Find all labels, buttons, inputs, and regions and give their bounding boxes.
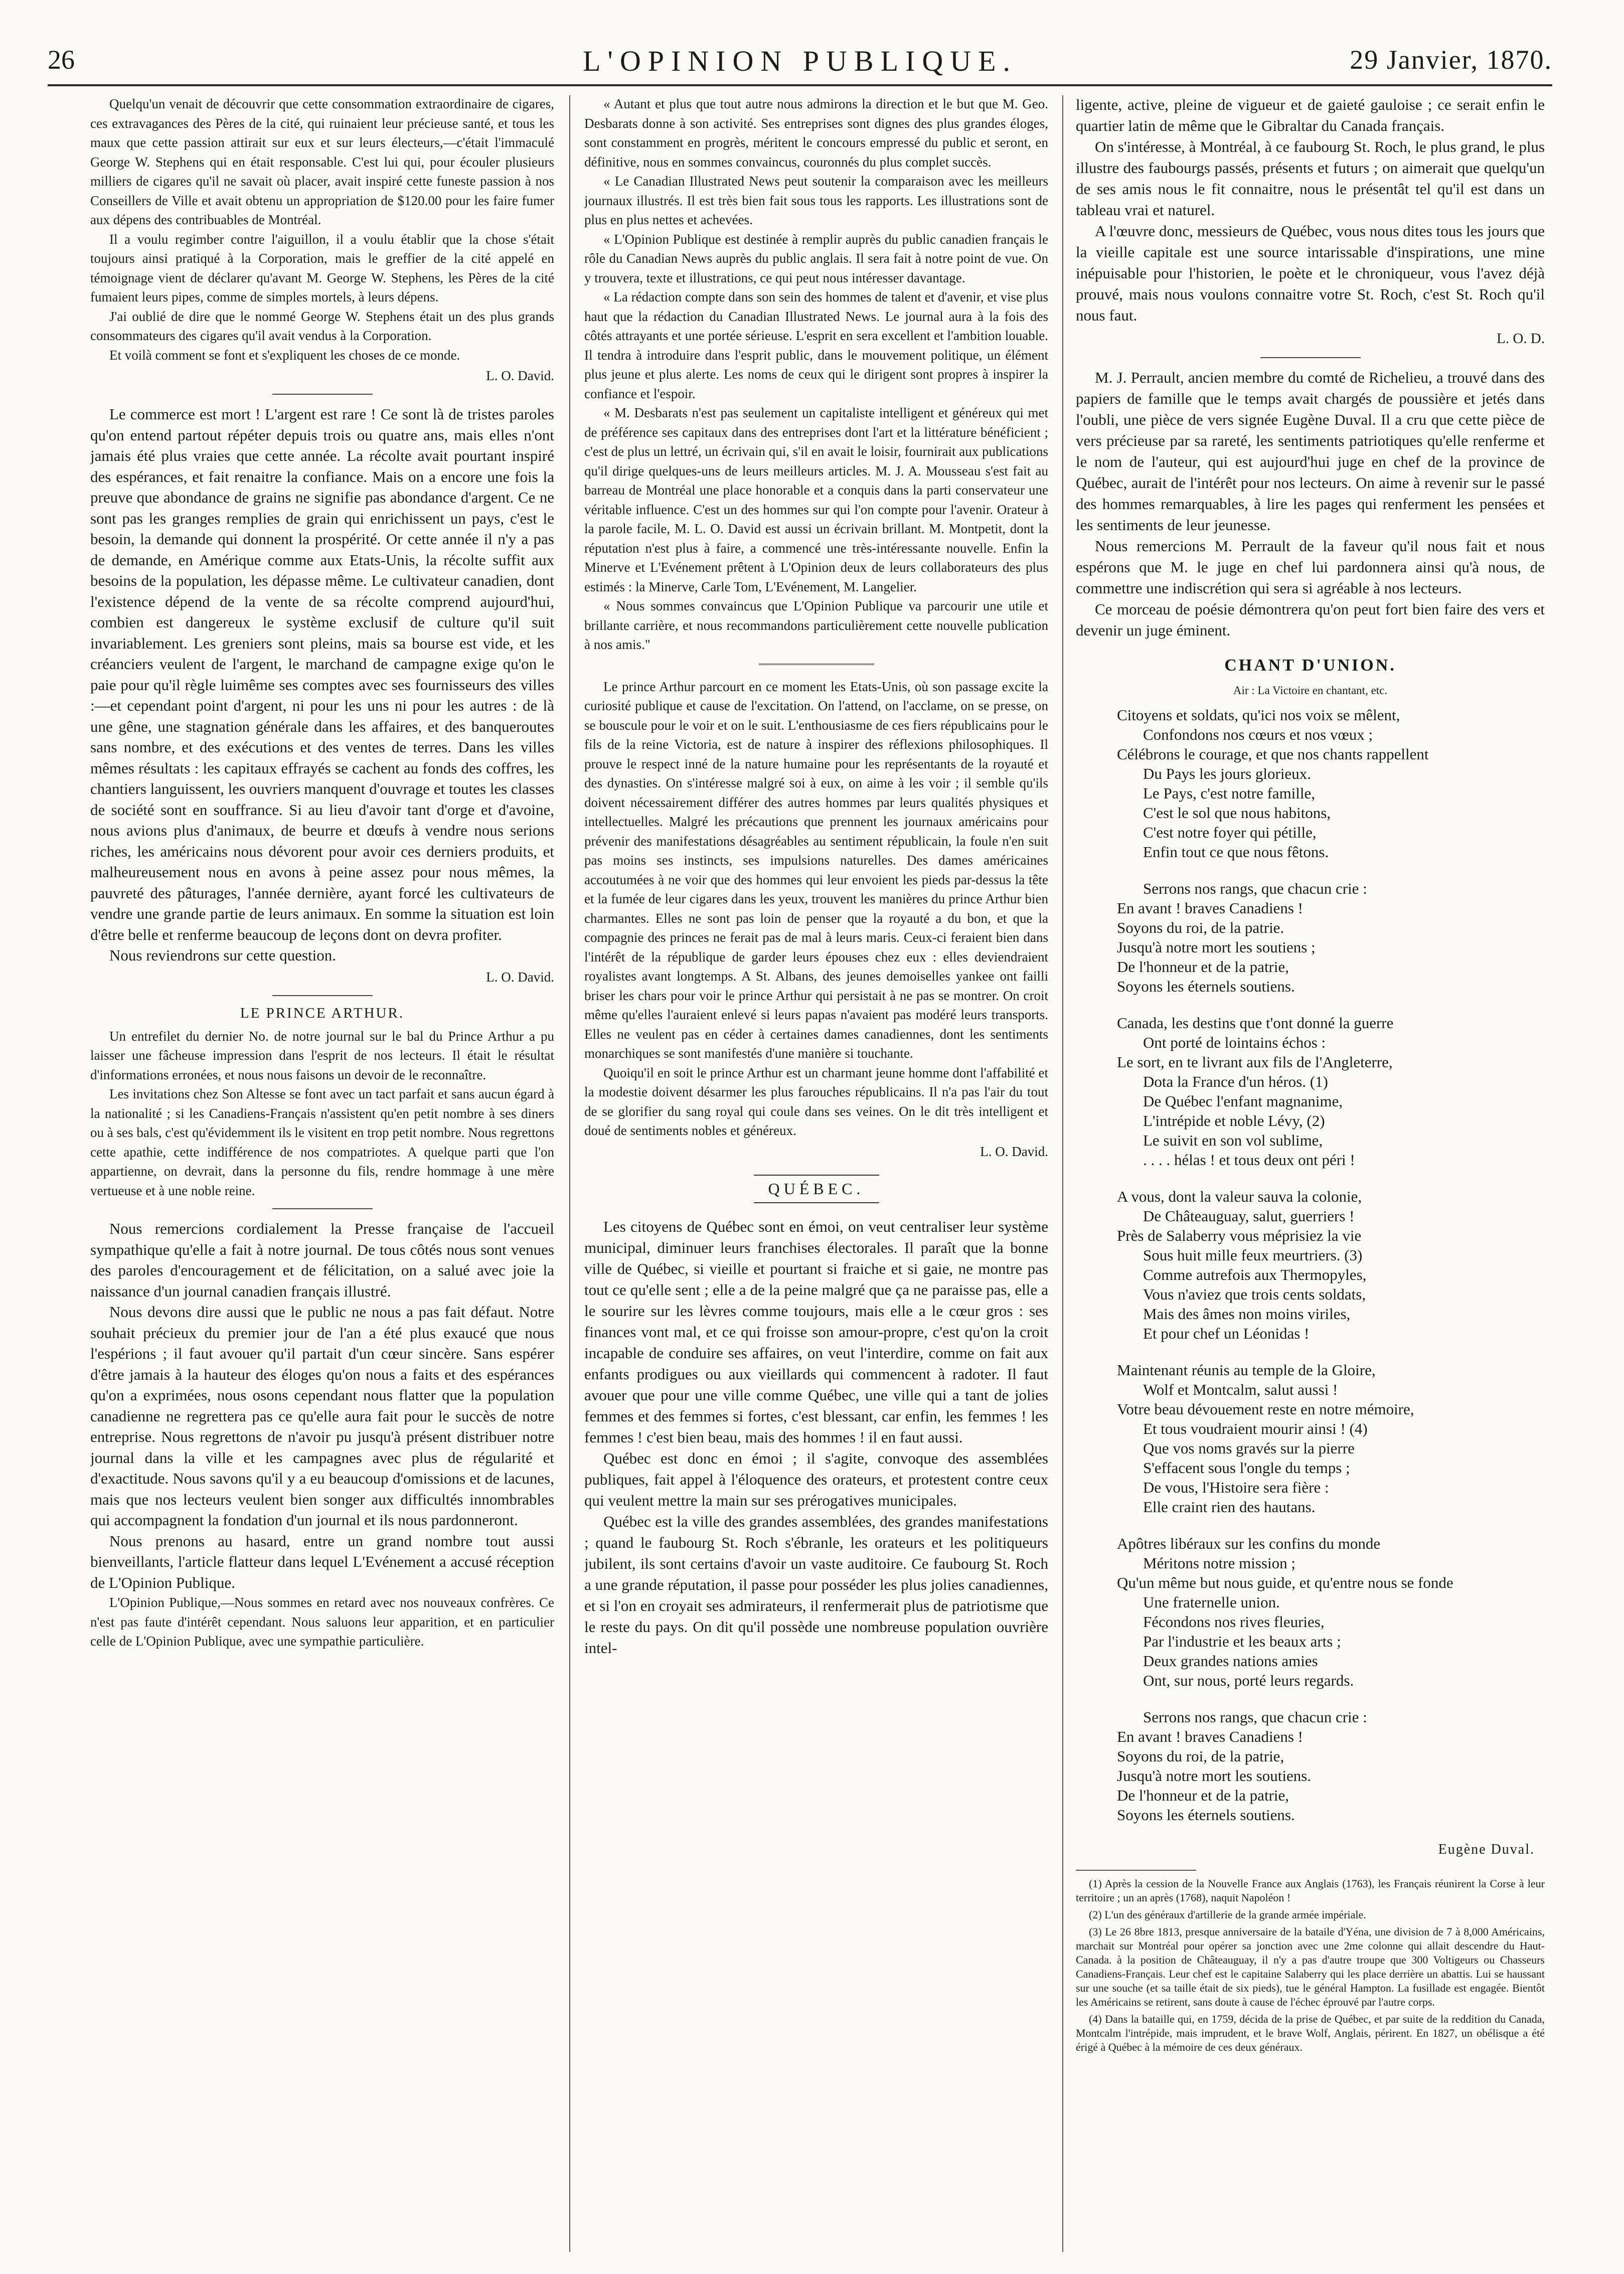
- verse-line: Méritons notre mission ;: [1143, 1554, 1295, 1572]
- separator-rule: [272, 1208, 373, 1209]
- verse-line: En avant ! braves Canadiens !: [1117, 899, 1304, 917]
- verse-line: De vous, l'Histoire sera fière :: [1143, 1479, 1329, 1496]
- article-paragraph: Le commerce est mort ! L'argent est rare ! Ce sont là de tristes paroles qu'on entend partout répéter depuis trois ou quatre ans, mais elles n'ont jamais été plus vraies que cette année. La récolte avait pourtant inspiré des espérances, et fait renaitre la confiance. Mais on a encore une fois la preuve que abondance de grains ne signifie pas abondance d'argent. Ce ne sont pas les granges remplies de grain qui enrichissent un pays, c'est le besoin, la demande qui donnent la prospérité. Or cette année il n'y a pas de demande, en Amérique comme aux Etats-Unis, la récolte suffit aux besoins de la population, les dépasse même. Le cultivateur canadien, dont l'existence dépend de la vente de sa récolte comprend aujourd'hui, combien est dangereux le système exclusif de culture qu'il suit invariablement. Les greniers sont pleins, mais sa bourse est vide, et les créanciers veulent de l'argent, le marchand de campagne exige qu'on le paie pour qu'il règle luimême ses comptes avec ses fournisseurs des villes :—et cependant point d'argent, ni pour les uns ni pour les autres : de là une gêne, une stagnation générale dans les affaires, et des banqueroutes sans nombre, et des exécutions et des ventes de terres. Dans les villes mêmes résultats : les capitaux effrayés se cachent au fonds des coffres, les chantiers languissent, les ouvriers manquent d'ouvrage et toutes les classes de société sont en souffrance. Si au lieu d'avoir tant d'orge et d'avoine, nous avions plus d'animaux, de beurre et dœufs à vendre nous serions riches, les américains nous dévorent pour avoir ces derniers produits, et malheureusement nous en avons à peine assez pour nous mêmes, la pauvreté des pâturages, l'année dernière, ayant forcé les cultivateurs de vendre une grande partie de leurs animaux. En somme la situation est loin d'être belle et renferme beaucoup de leçons dont on devra profiter.: [90, 405, 554, 943]
- quoted-paragraph: « L'Opinion Publique est destinée à remplir auprès du public canadien français le rôle du Canadian News auprès du public anglais. Il sera fait à notre point de vue. On y trouvera, texte et illustrations, ce qui peut nous intéresser davantage.: [584, 231, 1048, 285]
- verse-line: Dota la France d'un héros. (1): [1143, 1073, 1328, 1090]
- verse-line: A vous, dont la valeur sauva la colonie,: [1117, 1188, 1362, 1205]
- separator-rule: [272, 995, 373, 996]
- verse-line: Enfin tout ce que nous fêtons.: [1143, 843, 1329, 861]
- article-paragraph: Il a voulu regimber contre l'aiguillon, il a voulu établir que la chose s'était toujours ainsi pratiqué à la Corporation, mais le greffier de la cité appelé en témoignage vient de déclarer qu'avant M. George W. Stephens, les Pères de la cité fumaient leurs pipes, comme de simples mortels, à leurs dépens.: [90, 231, 554, 304]
- poem-stanza: [1117, 879, 1545, 996]
- column-divider: [1062, 95, 1063, 2252]
- verse-line: Confondons nos cœurs et nos vœux ;: [1143, 726, 1373, 743]
- verse-line: C'est le sol que nous habitons,: [1143, 804, 1331, 822]
- verse-line: Célébrons le courage, et que nos chants rappellent: [1117, 745, 1429, 763]
- separator-rule: [759, 664, 874, 666]
- verse-line: Et pour chef un Léonidas !: [1143, 1325, 1310, 1342]
- footnote: (2) L'un des généraux d'artillerie de la grande armée impériale.: [1089, 1908, 1366, 1921]
- verse-line: Maintenant réunis au temple de la Gloire,: [1117, 1361, 1376, 1379]
- verse-line: S'effacent sous l'ongle du temps ;: [1143, 1459, 1350, 1477]
- verse-line: . . . . hélas ! et tous deux ont péri !: [1143, 1151, 1355, 1169]
- article-paragraph: Québec est donc en émoi ; il s'agite, convoque des assemblées publiques, fait appel à l'éloquence des orateurs, et protestent contre ceux qui veulent mettre la main sur ses prérogatives municipales.: [584, 1449, 1048, 1509]
- quoted-paragraph: « Autant et plus que tout autre nous admirons la direction et le but que M. Geo. Desbarats donne à son activité. Ses entreprises sont dignes des plus grandes éloges, sont constamment en progrès, méritent le concours empressé du public et seront, en définitive, nous en sommes convaincus, couronnés du plus complet succès.: [584, 96, 1048, 170]
- verse-line: Du Pays les jours glorieux.: [1143, 765, 1311, 782]
- verse-line: De Québec l'enfant magnanime,: [1143, 1092, 1343, 1110]
- poem-stanza: [1117, 1534, 1545, 1690]
- verse-line: Le suivit en son vol sublime,: [1143, 1131, 1323, 1149]
- footnote: (1) Après la cession de la Nouvelle France aux Anglais (1763), les Français réunirent la Corse à leur territoire ; un an après (1768), naquit Napoléon !: [1076, 1877, 1545, 1904]
- verse-line: En avant ! braves Canadiens !: [1117, 1728, 1304, 1745]
- poem-stanza: [1117, 1360, 1545, 1517]
- article-heading: LE PRINCE ARTHUR.: [240, 1005, 405, 1021]
- verse-line: Vous n'aviez que trois cents soldats,: [1143, 1285, 1366, 1303]
- verse-line: Serrons nos rangs, que chacun crie :: [1143, 1708, 1367, 1726]
- article-paragraph: Un entrefilet du dernier No. de notre journal sur le bal du Prince Arthur a pu laisser une fâcheuse impression dans l'esprit de nos lecteurs. Il était le résultat d'informations erronées, et nous nous faisons un devoir de le reconnaître.: [90, 1028, 554, 1082]
- poem-author: Eugène Duval.: [1438, 1842, 1535, 1857]
- verse-line: Soyons les éternels soutiens.: [1117, 978, 1295, 995]
- quoted-paragraph: L'Opinion Publique,—Nous sommes en retard avec nos nouveaux confrères. Ce n'est pas faute d'intérêt cependant. Nous saluons leur apparition, et en particulier celle de L'Opinion Publique, avec une sympathie particulière.: [90, 1595, 554, 1649]
- verse-line: Mais des âmes non moins viriles,: [1143, 1305, 1351, 1323]
- issue-date: 29 Janvier, 1870.: [1350, 45, 1552, 75]
- verse-line: Canada, les destins que t'ont donné la guerre: [1117, 1014, 1394, 1032]
- verse-line: Apôtres libéraux sur les confins du monde: [1117, 1535, 1381, 1552]
- verse-line: Qu'un même but nous guide, et qu'entre nous se fonde: [1117, 1574, 1453, 1591]
- separator-rule: [272, 394, 373, 395]
- article-paragraph: A l'œuvre donc, messieurs de Québec, vous nous dites tous les jours que la vieille capitale est une source intarissable d'inspirations, une mine inépuisable pour l'historien, le poète et le chroniqueur, vous l'avez déjà prouvé, mais nous voulons connaitre votre St. Roch, c'est St. Roch qu'il nous faut.: [1076, 222, 1545, 324]
- verse-line: Par l'industrie et les beaux arts ;: [1143, 1633, 1341, 1650]
- verse-line: Comme autrefois aux Thermopyles,: [1143, 1266, 1367, 1283]
- article-paragraph: Ce morceau de poésie démontrera qu'on peut fort bien faire des vers et devenir un juge éminent.: [1076, 600, 1545, 639]
- verse-line: Près de Salaberry vous méprisiez la vie: [1117, 1227, 1362, 1244]
- verse-line: L'intrépide et noble Lévy, (2): [1143, 1112, 1325, 1129]
- verse-line: C'est notre foyer qui pétille,: [1143, 824, 1317, 841]
- quoted-paragraph: « La rédaction compte dans son sein des hommes de talent et d'avenir, et vise plus haut que la rédaction du Canadian Illustrated News. Le journal aura à la fois des côtés attrayants et une portée sérieuse. L'esprit en sera excellent et l'ambition louable. Il tendra à introduire dans l'esprit public, dans le mouvement politique, un élément plus jeune et plus alerte. Les noms de ceux qui le dirigent sont propres à inspirer la confiance et l'espoir.: [584, 289, 1048, 401]
- verse-line: Elle craint rien des hautans.: [1143, 1498, 1316, 1516]
- author-signature: L. O. D.: [1497, 331, 1545, 347]
- verse-line: Votre beau dévouement reste en notre mémoire,: [1117, 1400, 1414, 1418]
- verse-line: Une fraternelle union.: [1143, 1593, 1280, 1611]
- quoted-paragraph: « Nous sommes convaincus que L'Opinion Publique va parcourir une utile et brillante carrière, et nous recommandons particulièrement cette nouvelle publication à nos amis.": [584, 598, 1048, 652]
- article-paragraph: M. J. Perrault, ancien membre du comté de Richelieu, a trouvé dans des papiers de famille que le temps avait chargés de poussière et jetés dans l'oubli, une pièce de vers signée Eugène Duval. Il a cru que cette pièce de vers précieuse par sa rareté, les sentiments patriotiques qu'elle renferme et le nom de l'auteur, qui est aujourd'hui juge en chef de la province de Québec, aurait de l'intérêt pour nos lecteurs. On aime à revenir sur le passé des hommes remarquables, à lire les pages qui renferment les pensées et les sentiments de leur jeunesse.: [1076, 369, 1545, 534]
- newspaper-title: L'OPINION PUBLIQUE.: [582, 45, 1018, 77]
- article-paragraph: Nous remercions M. Perrault de la faveur qu'il nous fait et nous espérons que M. le juge en chef lui pardonnera ainsi qu'à nous, de commettre une indiscrétion qui sera si agréable à nos lecteurs.: [1076, 537, 1545, 597]
- article-paragraph: ligente, active, pleine de vigueur et de gaieté gauloise ; ce serait enfin le quartier latin de même que le Gibraltar du Canada français.: [1076, 96, 1545, 134]
- verse-line: De l'honneur et de la patrie,: [1117, 1786, 1289, 1804]
- quoted-paragraph: « M. Desbarats n'est pas seulement un capitaliste intelligent et généreux qui met de préférence ses capitaux dans des entreprises dont l'art et la littérature bénéficient ; c'est de plus un lettré, un écrivain qui, s'il en avait le loisir, fournirait aux publications qu'il dirige quelques-uns de leurs meilleurs articles. M. J. A. Mousseau s'est fait au barreau de Montréal une place honorable et a conquis dans la parti conservateur une véritable influence. C'est un des hommes sur qui l'on compte pour l'avenir. Orateur à la parole facile, M. L. O. David est aussi un écrivain brillant. M. Montpetit, dont la réputation n'est plus à faire, a commencé une très-intéressante nouvelle. Enfin la Minerve et L'Evénement prêtent à L'Opinion deux de leurs collaborateurs des plus estimés : la Minerve, Carle Tom, L'Evénement, M. Langelier.: [584, 405, 1048, 594]
- verse-line: Soyons les éternels soutiens.: [1117, 1806, 1295, 1824]
- verse-line: Soyons du roi, de la patrie,: [1117, 1747, 1284, 1765]
- poem-stanza: [1117, 705, 1545, 862]
- poem-stanza: [1117, 1013, 1545, 1170]
- verse-line: Fécondons nos rives fleuries,: [1143, 1613, 1325, 1631]
- header-rule: [48, 84, 1552, 86]
- column-1: [90, 94, 554, 2244]
- verse-line: Serrons nos rangs, que chacun crie :: [1143, 880, 1367, 897]
- poem-title: CHANT D'UNION.: [1224, 656, 1396, 675]
- verse-line: Ont, sur nous, porté leurs regards.: [1143, 1672, 1354, 1689]
- author-signature: L. O. David.: [486, 969, 554, 985]
- poem-stanza: [1117, 1187, 1545, 1343]
- article-paragraph: Nous remercions cordialement la Presse française de l'accueil sympathique qu'elle a fait à notre journal. De tous côtés nous sont venues des paroles d'encouragement et de félicitation, on a salué avec joie la naissance d'un journal canadien français illustré.: [90, 1220, 554, 1300]
- footnote: (3) Le 26 8bre 1813, presque anniversaire de la bataile d'Yéna, une division de 7 à 8,000 Américains, marchait sur Montréal pour opérer sa jonction avec une 2me colonne qui allait descendre du Haut-Canada. à la position de Châteauguay, il n'y a pas d'autre troupe que 300 Voltigeurs ou Chasseurs Canadiens-Français. Leur chef est le capitaine Salaberry qui les place derrière un abattis. Lui se haussant sur une souche (et sa taille était de six pieds), tue le général Hampton. La fusillade est engagée. Bientôt les Américains se retirent, sans doute à cause de l'échec éprouvé par l'autre corps.: [1076, 1925, 1545, 2008]
- verse-line: Le Pays, c'est notre famille,: [1143, 784, 1316, 802]
- verse-line: Sous huit mille feux meurtriers. (3): [1143, 1246, 1363, 1264]
- article-paragraph: Nous prenons au hasard, entre un grand nombre tout aussi bienveillants, l'article flatteur dans lequel L'Evénement a accusé réception de L'Opinion Publique.: [90, 1532, 554, 1591]
- verse-line: Et tous voudraient mourir ainsi ! (4): [1143, 1420, 1368, 1437]
- author-signature: L. O. David.: [980, 1144, 1048, 1159]
- author-signature: L. O. David.: [486, 368, 554, 383]
- poem-stanza: [1117, 1707, 1545, 1825]
- article-paragraph: Québec est la ville des grandes assemblées, des grandes manifestations ; quand le faubourg St. Roch s'ébranle, les orateurs et les politiqueurs jubilent, ils sont certains d'avoir un vaste auditoire. Ce faubourg St. Roch a une grande réputation, il passe pour posséder les plus jolies canadiennes, et si l'on en croyait ses admirateurs, il renfermerait plus de patriotisme que le reste du pays. On dit qu'il possède une nombreuse population ouvrière intel-: [584, 1512, 1048, 1657]
- article-paragraph: Le prince Arthur parcourt en ce moment les Etats-Unis, où son passage excite la curiosité publique et cause de l'excitation. On l'attend, on l'acclame, on se presse, on se bouscule pour le voir et on le suit. L'enthousiasme de ces fiers républicains pour le fils de la reine Victoria, est de nature à inspirer des réflexions philosophiques. Il prouve le respect inné de la nature humaine pour les représentants de la royauté et des dynasties. On s'intéresse malgré soi à eux, on aime à les voir ; il semble qu'ils doivent nécessairement différer des autres hommes par leurs qualités physiques et intellectuelles. Malgré les précautions que prennent les journaux américains pour prévenir des manifestations désagréables au sentiment républicain, la foule n'en suit pas moins ses instincts, ses impulsions naturelles. Des dames américaines accoutumées à ne voir que des hommes qui leur envoient les pieds par-dessus la tête et la fumée de leur cigares dans les yeux, trouvent les manières du prince Arthur bien charmantes. Elles ne sont pas loin de penser que la royauté a du bon, et que la compagnie des princes ne ferait pas de mal à leurs maris. Ceux-ci feraient bien dans l'intérêt de la république de garder leurs épouses chez eux : elles deviendraient royalistes avant longtemps. A St. Albans, des jeunes demoiselles yankee ont failli briser les chars pour voir le prince Arthur qui persistait à ne pas se montrer. On croit même qu'elles l'auraient enlevé si leurs papas n'avaient pas modéré leurs transports. Elles ne veulent pas en céder à certaines dames canadiennes, dont les sentiments monarchiques se sont manifestés d'une manière si touchante.: [584, 679, 1048, 1061]
- article-paragraph: Quoiqu'il en soit le prince Arthur est un charmant jeune homme dont l'affabilité et la modestie doivent désarmer les plus farouches républicains. Il n'a pas l'air du tout de se glorifier du sang royal qui coule dans ses veines. On le dit très intelligent et doué de sentiments nobles et généreux.: [584, 1065, 1048, 1138]
- footnote: (4) Dans la bataille qui, en 1759, décida de la prise de Québec, et par suite de la reddition du Canada, Montcalm l'intrépide, mais imprudent, et le brave Wolf, Anglais, périrent. En 1827, un obélisque a été érigé à Québec à la mémoire de ces deux généraux.: [1076, 2013, 1545, 2053]
- section-heading-quebec: QUÉBEC.: [754, 1175, 879, 1203]
- verse-line: Jusqu'à notre mort les soutiens ;: [1117, 938, 1316, 956]
- article-paragraph: Les invitations chez Son Altesse se font avec un tact parfait et sans aucun égard à la nationalité ; si les Canadiens-Français n'assistent qu'en petit nombre à ses diners ou à ses bals, c'est qu'évidemment ils le visitent en trop petit nombre. Nous regrettons cette apathie, cette indifférence de nos compatriotes. A quelque parti que l'on appartienne, on devrait, dans la personne du fils, rendre hommage à une mère vertueuse et à une noble reine.: [90, 1086, 554, 1198]
- article-paragraph: J'ai oublié de dire que le nommé George W. Stephens était un des plus grands consommateurs des cigares qu'il avait vendus à la Corporation.: [90, 308, 554, 343]
- verse-line: Ont porté de lointains échos :: [1143, 1034, 1326, 1051]
- page-number: 26: [48, 45, 75, 75]
- verse-line: Wolf et Montcalm, salut aussi !: [1143, 1381, 1338, 1398]
- poem-air: Air : La Victoire en chantant, etc.: [1233, 684, 1388, 697]
- article-paragraph: Et voilà comment se font et s'expliquent les choses de ce monde.: [109, 347, 460, 363]
- column-3: [1076, 94, 1545, 2244]
- verse-line: Citoyens et soldats, qu'ici nos voix se mêlent,: [1117, 706, 1400, 724]
- masthead: [48, 44, 1552, 89]
- footnote-rule: [1076, 1870, 1196, 1871]
- verse-line: Jusqu'à notre mort les soutiens.: [1117, 1767, 1312, 1784]
- article-paragraph: Nous devons dire aussi que le public ne nous a pas fait défaut. Notre souhait précieux du premier jour de l'an a été plus exaucé que nous l'espérions ; il faut avouer qu'il partait d'un cœur sincère. Sans espérer d'être jamais à la hauteur des éloges qu'on nous a faits et des espérances qu'on a exprimées, nous osons cependant nous flatter que la population canadienne ne regrettera pas ce qu'elle aura fait pour le succès de notre entreprise. Nous regrettons de n'avoir pu jusqu'à présent distribuer notre journal dans la ville et les campagnes avec plus de régularité et d'exactitude. Nous savons qu'il y a eu beaucoup d'omissions et de lacunes, mais que nos lecteurs veulent bien songer aux difficultés innombrables qui accompagnent la fondation d'un journal et ils nous pardonneront.: [90, 1303, 554, 1529]
- verse-line: Le sort, en te livrant aux fils de l'Angleterre,: [1117, 1053, 1393, 1071]
- separator-rule: [1260, 357, 1361, 358]
- verse-line: Que vos noms gravés sur la pierre: [1143, 1439, 1355, 1457]
- verse-line: Soyons du roi, de la patrie.: [1117, 919, 1284, 936]
- column-divider: [569, 95, 570, 2252]
- column-2: [584, 94, 1048, 2244]
- verse-line: De l'honneur et de la patrie,: [1117, 958, 1289, 976]
- verse-line: Deux grandes nations amies: [1143, 1652, 1318, 1670]
- article-paragraph: Nous reviendrons sur cette question.: [109, 946, 336, 964]
- article-paragraph: Quelqu'un venait de découvrir que cette consommation extraordinaire de cigares, ces extravagances des Pères de la cité, qui ruinaient leur précieuse santé, et tous les maux que cette passion attirait sur eux et sur leurs électeurs,—c'était l'immaculé George W. Stephens qui en était responsable. C'est lui qui, pour écouler plusieurs milliers de cigares qu'il ne savait où placer, avait inspiré cette funeste passion à nos Conseillers de Ville et avait obtenu un appropriation de $120.00 pour les faire fumer aux dépens des contribuables de Montréal.: [90, 96, 554, 227]
- quoted-paragraph: « Le Canadian Illustrated News peut soutenir la comparaison avec les meilleurs journaux illustrés. Il est très bien fait sous tous les rapports. Les illustrations sont de plus en plus nettes et achevées.: [584, 174, 1048, 227]
- verse-line: De Châteauguay, salut, guerriers !: [1143, 1207, 1355, 1225]
- article-paragraph: Les citoyens de Québec sont en émoi, on veut centraliser leur système municipal, diminuer leurs franchises électorales. Il paraît que la bonne ville de Québec, si vieille et pourtant si fraiche et si gaie, ne montre pas tout ce qu'elle sent ; elle a de la peine malgré que ça ne paraisse pas, elle a le sourire sur les lèvres comme toujours, mais elle a le cœur gros : ses finances vont mal, et ce qui froisse son amour-propre, c'est qu'on la croit incapable de conduire ses affaires, on veut l'interdire, comme on fait aux enfants prodigues ou aux vieillards qui commencent à radoter. Il faut avouer que pour une ville comme Québec, une ville qui a tant de jolies femmes et des femmes si fortes, c'est blessant, car enfin, les femmes ! les femmes ! c'est bien beau, mais des hommes ! il en faut aussi.: [584, 1217, 1048, 1446]
- article-paragraph: On s'intéresse, à Montréal, à ce faubourg St. Roch, le plus grand, le plus illustre des faubourgs passés, présents et futurs ; on aimerait que quelqu'un de ses amis nous le fit connaitre, nous le présentât tel qu'il est dans un tableau vrai et naturel.: [1076, 138, 1545, 219]
